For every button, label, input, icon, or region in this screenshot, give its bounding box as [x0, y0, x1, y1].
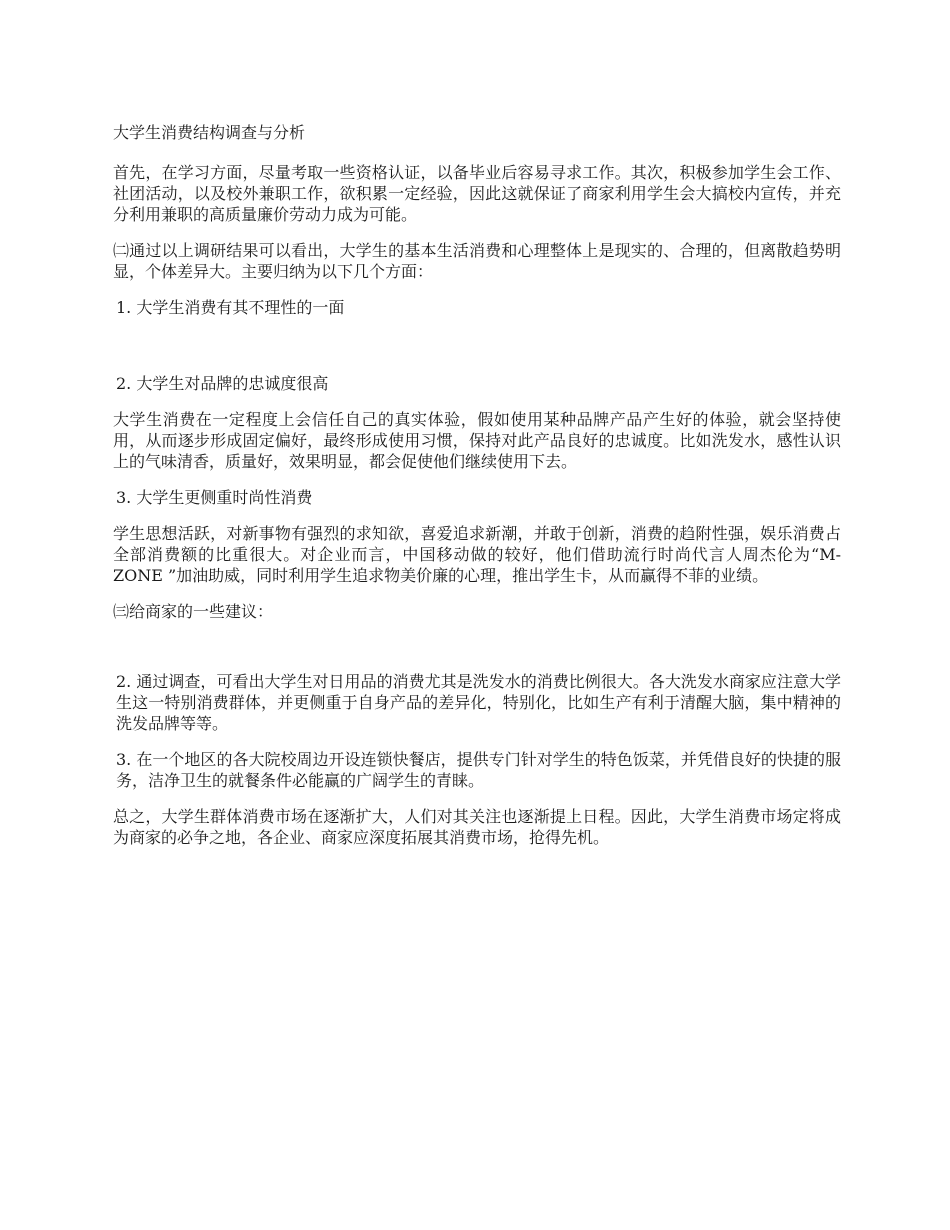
- paragraph-conclusion: 总之，大学生群体消费市场在逐渐扩大，人们对其关注也逐渐提上日程。因此，大学生消费市场定将成为商家的必争之地，各企业、商家应深度拓展其消费市场，抢得先机。: [113, 807, 841, 847]
- point-fashion: 3. 大学生更侧重时尚性消费: [116, 488, 313, 507]
- paragraph-brand-loyalty: 大学生消费在一定程度上会信任自己的真实体验，假如使用某种品牌产品产生好的体验，就会坚持使用，从而逐步形成固定偏好，最终形成使用习惯，保持对此产品良好的忠诚度。比如洗发水，感性认识上的气味清香，质量好，效果明显，都会促使他们继续使用下去。: [113, 410, 841, 471]
- paragraph-fashion: 学生思想活跃，对新事物有强烈的求知欲，喜爱追求新潮，并敢于创新，消费的趋附性强，娱乐消费占全部消费额的比重很大。对企业而言，中国移动做的较好，他们借助流行时尚代言人周杰伦为“M-ZONE ”加油助威，同时利用学生追求物美价廉的心理，推出学生卡，从而赢得不菲的业绩。: [113, 524, 841, 585]
- spacer: [113, 637, 841, 671]
- paragraph-study: 首先，在学习方面，尽量考取一些资格认证，以备毕业后容易寻求工作。其次，积极参加学生会工作、社团活动，以及校外兼职工作，欲积累一定经验，因此这就保证了商家利用学生会大搞校内宣传，并充分利用兼职的高质量廉价劳动力成为可能。: [113, 163, 841, 224]
- section-suggestions-heading: ㈢给商家的一些建议：: [113, 602, 274, 621]
- document-page: [113, 122, 841, 863]
- suggestion-3: 3. 在一个地区的各大院校周边开设连锁快餐店，提供专门针对学生的特色饭菜，并凭借良好的快捷的服务，洁净卫生的就餐条件必能赢的广阔学生的青睐。: [116, 750, 841, 790]
- point-brand-loyalty: 2. 大学生对品牌的忠诚度很高: [116, 374, 329, 393]
- suggestion-2: 2. 通过调查，可看出大学生对日用品的消费尤其是洗发水的消费比例很大。各大洗发水商家应注意大学生这一特别消费群体，并更侧重于自身产品的差异化，特别化，比如生产有利于清醒大脑，集中精神的洗发品牌等等。: [116, 672, 841, 733]
- point-irrational: 1. 大学生消费有其不理性的一面: [116, 298, 345, 317]
- document-title: 大学生消费结构调查与分析: [113, 123, 306, 142]
- spacer: [113, 333, 841, 373]
- paragraph-summary: ㈡通过以上调研结果可以看出，大学生的基本生活消费和心理整体上是现实的、合理的，但离散趋势明显，个体差异大。主要归纳为以下几个方面：: [113, 241, 841, 281]
